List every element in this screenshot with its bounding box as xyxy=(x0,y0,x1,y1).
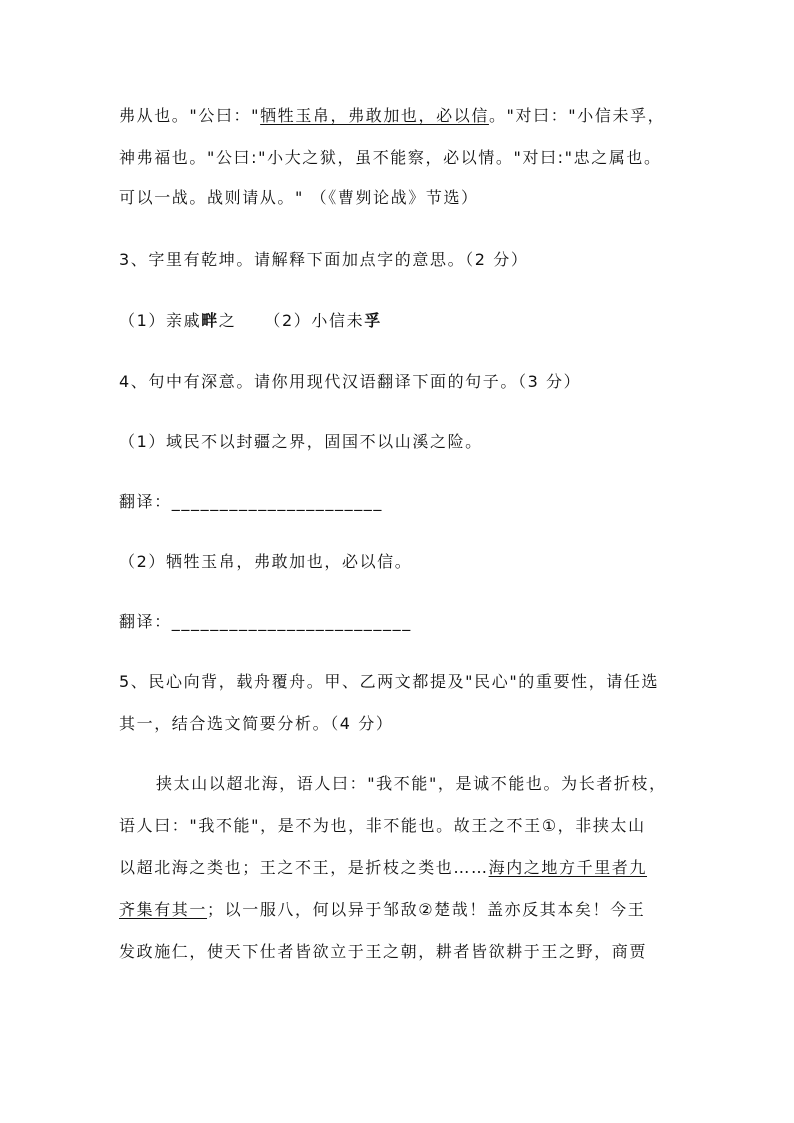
passage-yi-line-4 xyxy=(119,899,679,921)
question-4-sentence-1: （1）域民不以封疆之界，固国不以山溪之险。 xyxy=(119,432,483,451)
question-4-translation-1: 翻译：______________________ xyxy=(119,492,383,511)
underlined-phrase: 齐集有其一 xyxy=(119,900,208,919)
q3-item-2-dotted-char: 孚 xyxy=(364,311,382,330)
passage-jia-line-1 xyxy=(119,105,679,127)
passage-yi-line-2: 语人曰："我不能"，是不为也，非不能也。故王之不王①，非挟太山 xyxy=(119,816,646,835)
passage-text: 弗从也。"公曰：" xyxy=(119,106,261,125)
question-4-sentence-2: （2）牺牲玉帛，弗敢加也，必以信。 xyxy=(119,552,413,571)
passage-text: 。"对曰："小信未孚， xyxy=(488,106,666,125)
question-3-items xyxy=(119,310,679,332)
q3-item-1-text-end: 之 xyxy=(218,311,237,330)
q3-item-2-text: （2）小信未 xyxy=(264,311,365,330)
question-3-prompt: 3、字里有乾坤。请解释下面加点字的意思。（2 分） xyxy=(119,250,529,269)
passage-yi-line-5: 发政施仁，使天下仕者皆欲立于王之朝，耕者皆欲耕于王之野，商贾 xyxy=(119,942,648,961)
question-5-prompt-line-1: 5、民心向背，载舟覆舟。甲、乙两文都提及"民心"的重要性，请任选 xyxy=(119,672,660,691)
passage-text: 以超北海之类也；王之不王，是折枝之类也…… xyxy=(119,858,489,877)
passage-yi-line-1: 挟太山以超北海，语人曰："我不能"，是诚不能也。为长者折枝， xyxy=(156,774,667,793)
passage-yi-line-3 xyxy=(119,857,679,879)
question-5-prompt-line-2: 其一，结合选文简要分析。（4 分） xyxy=(119,714,394,733)
underlined-phrase: 海内之地方千里者九 xyxy=(488,858,648,877)
question-4-prompt: 4、句中有深意。请你用现代汉语翻译下面的句子。（3 分） xyxy=(119,372,582,391)
passage-jia-line-3: 可以一战。战则请从。" （《曹刿论战》节选） xyxy=(119,188,479,207)
q3-item-1-text: （1）亲戚 xyxy=(119,311,202,330)
question-4-translation-2: 翻译：_________________________ xyxy=(119,612,412,631)
passage-jia-line-2: 神弗福也。"公曰:"小大之狱，虽不能察，必以情。"对曰:"忠之属也。 xyxy=(119,148,662,167)
q3-item-1-dotted-char: 畔 xyxy=(201,311,219,330)
underlined-phrase: 牺牲玉帛，弗敢加也，必以信 xyxy=(260,106,489,125)
passage-text: ；以一服八，何以异于邹敌②楚哉！盖亦反其本矣！今王 xyxy=(207,900,646,919)
